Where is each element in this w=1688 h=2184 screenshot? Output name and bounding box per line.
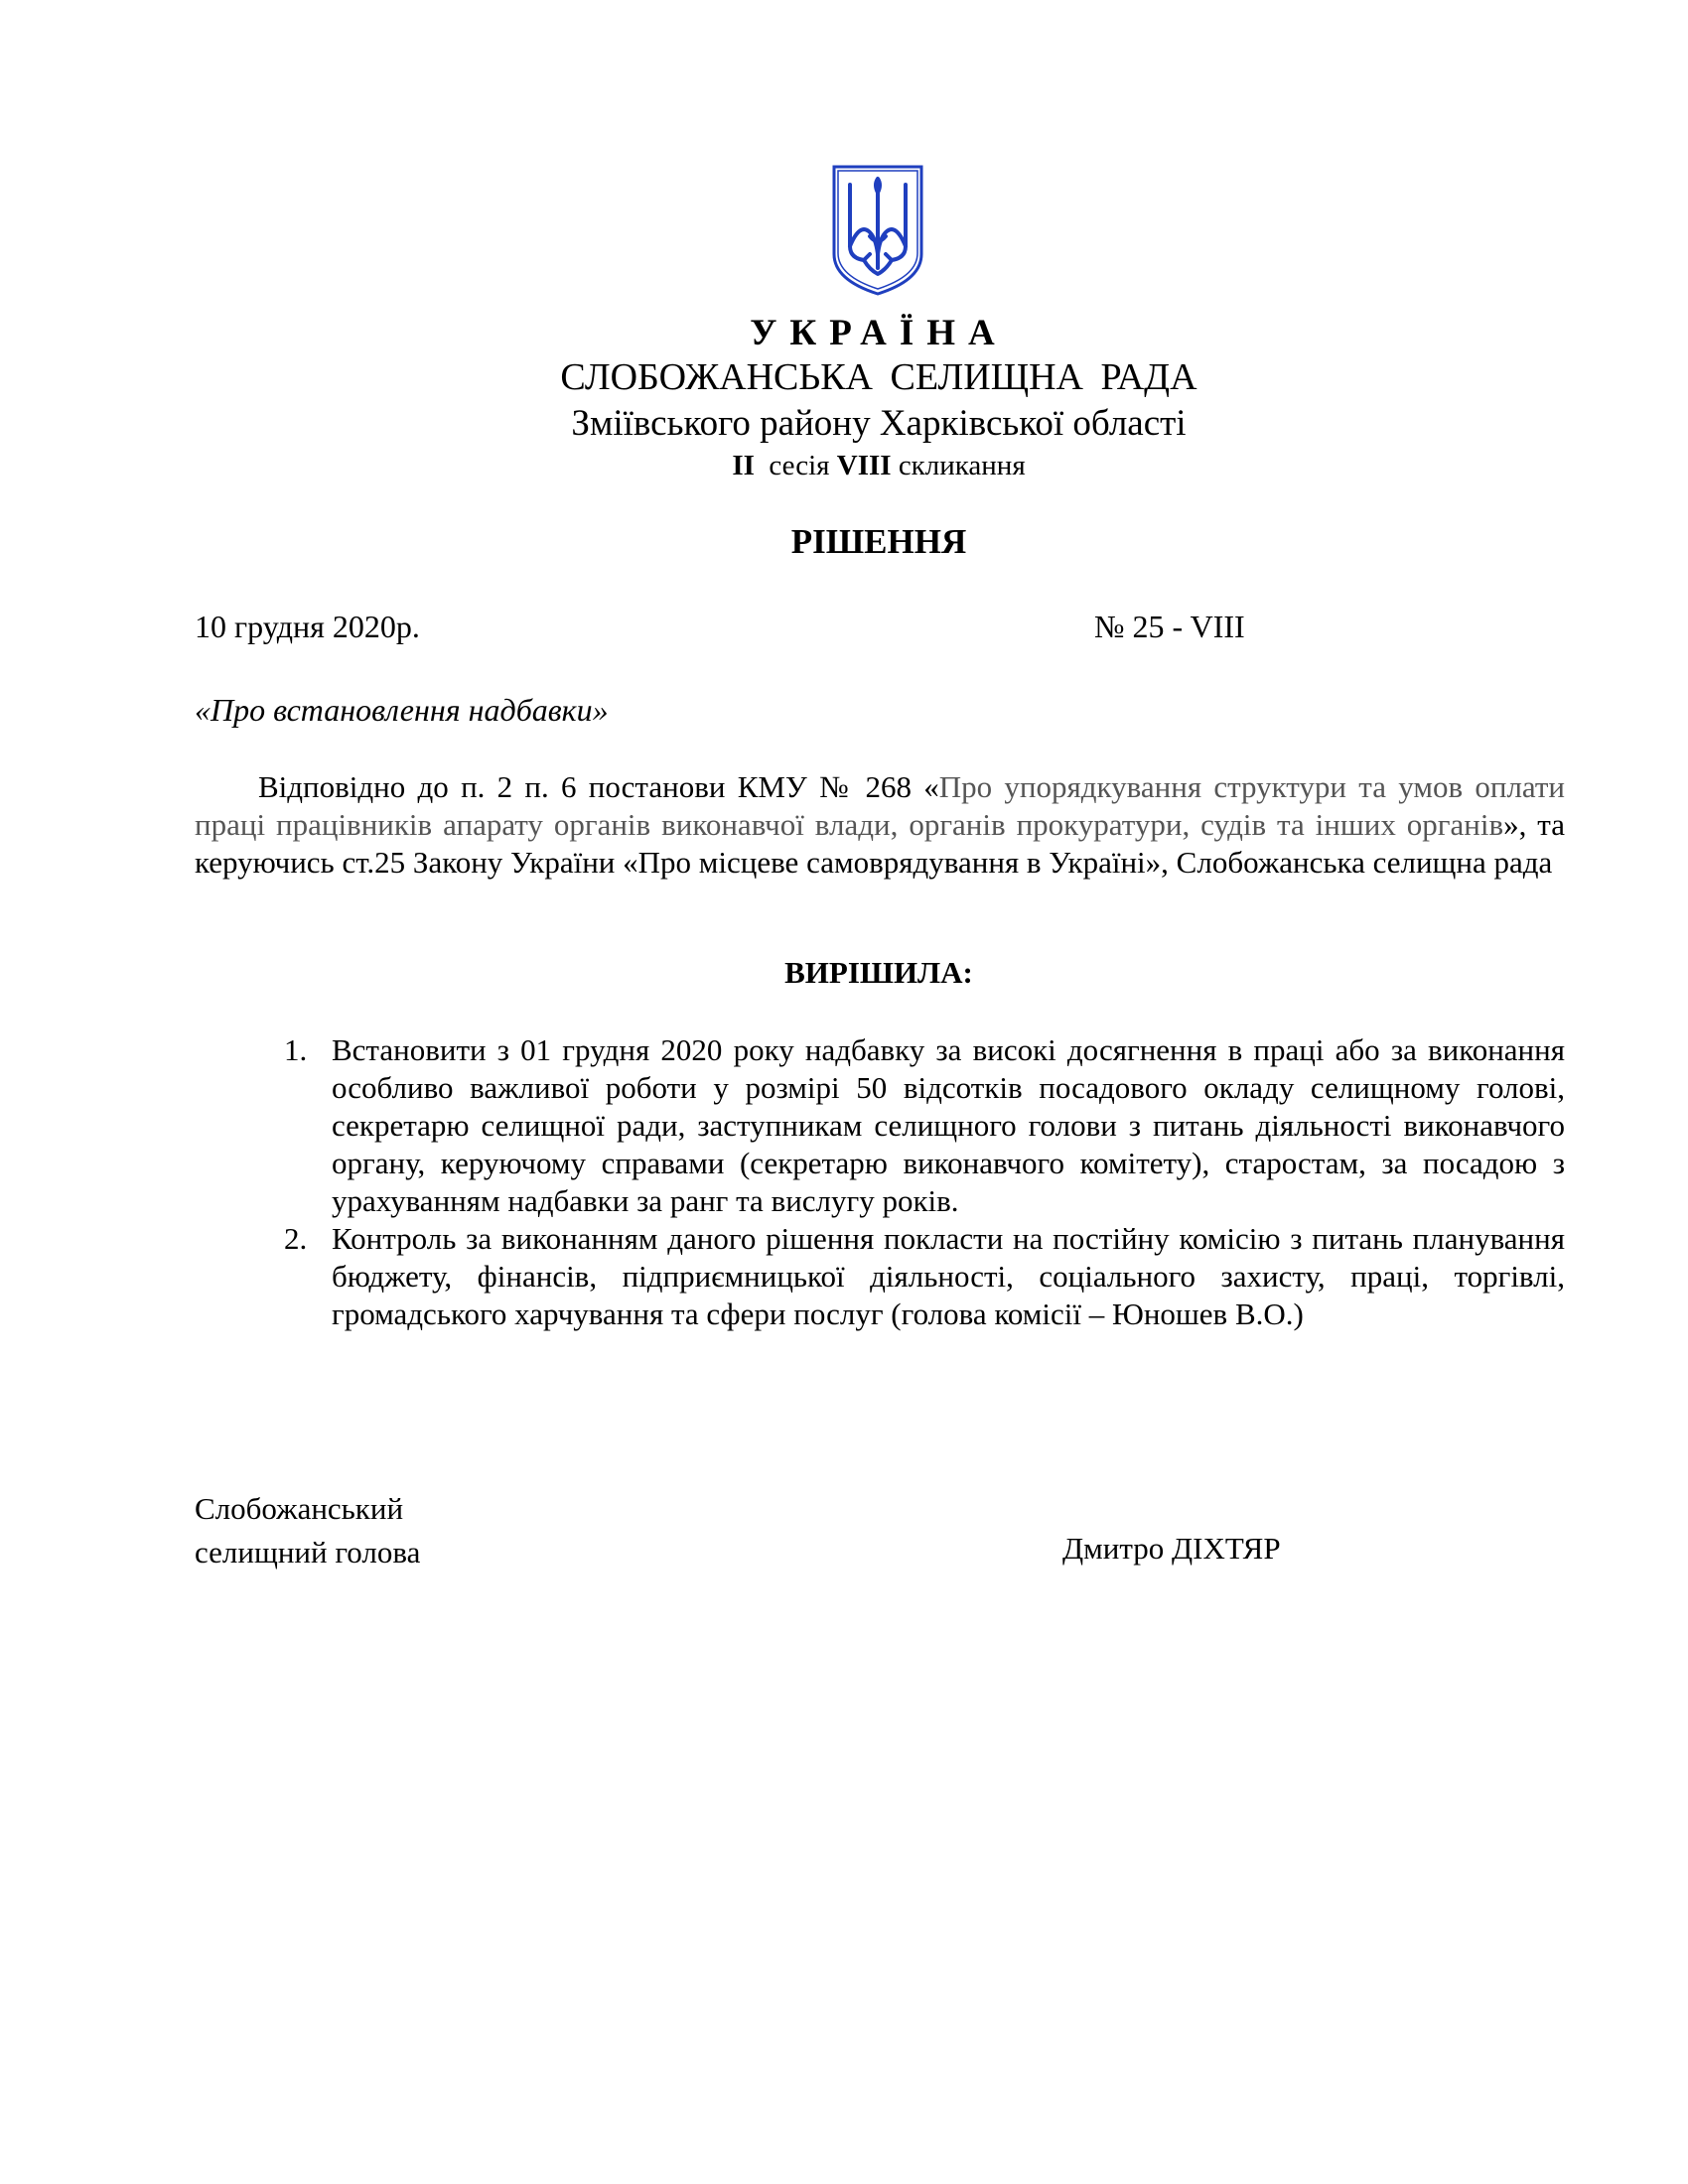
signatory-title — [195, 1487, 420, 1574]
convocation-number: VIII — [836, 450, 892, 481]
document-kind-title: РІШЕННЯ — [790, 522, 967, 561]
convocation-word: скликання — [898, 450, 1026, 481]
list-item — [195, 1031, 1565, 1220]
list-item-number: 1. — [284, 1032, 308, 1067]
resolution-heading: ВИРІШИЛА: — [784, 955, 973, 990]
session-number: II — [732, 450, 755, 481]
header-district: Зміївського району Харківської області — [571, 403, 1187, 444]
header-session — [0, 450, 1688, 482]
signatory-title-line-1: Слобожанський — [195, 1491, 404, 1526]
preamble-paragraph — [195, 768, 1565, 882]
signatory-name: Дмитро ДІХТЯР — [1062, 1531, 1281, 1566]
ukraine-trident-emblem-icon — [830, 163, 925, 298]
list-item-text: Контроль за виконанням даного рішення покласти на постійну комісію з питань планування бюджету, фінансів, підприємницької діяльності, соціального захисту, праці, торгівлі, громадського харчування та сфери послуг (голова комісії – Юношев В.О.) — [332, 1221, 1565, 1331]
preamble-part-1: Відповідно до п. 2 п. 6 постанови КМУ № 268 « — [258, 769, 939, 804]
document-number: № 25 - VIII — [1094, 609, 1245, 644]
preamble-part-3: », та керуючись ст.25 Закону України «Про місцеве самоврядування в Україні», Слобожанська селищна рада — [195, 807, 1565, 880]
header-council-name: СЛОБОЖАНСЬКА СЕЛИЩНА РАДА — [560, 356, 1197, 398]
list-item — [195, 1220, 1565, 1333]
signatory-title-line-2: селищний голова — [195, 1535, 421, 1570]
document-date: 10 грудня 2020р. — [195, 609, 420, 644]
session-word: сесія — [769, 450, 830, 481]
resolution-items-list — [195, 1031, 1565, 1333]
preamble-quoted-title: Про упорядкування структури та умов оплати праці працівників апарату органів виконавчої влади, органів прокуратури, судів та інших органів — [195, 769, 1566, 842]
document-subject: «Про встановлення надбавки» — [195, 692, 609, 728]
list-item-text: Встановити з 01 грудня 2020 року надбавку за високі досягнення в праці або за виконання особливо важливої роботи у розмірі 50 відсотків посадового окладу селищному голові, секретарю селищної ради, заступникам селищного голови з питань діяльності виконавчого органу, керуючому справами (секретарю виконавчого комітету), старостам, за посадою з урахуванням надбавки за ранг та вислугу років. — [332, 1032, 1565, 1218]
header-country: УКРАЇНА — [750, 313, 1008, 353]
list-item-number: 2. — [284, 1221, 308, 1256]
